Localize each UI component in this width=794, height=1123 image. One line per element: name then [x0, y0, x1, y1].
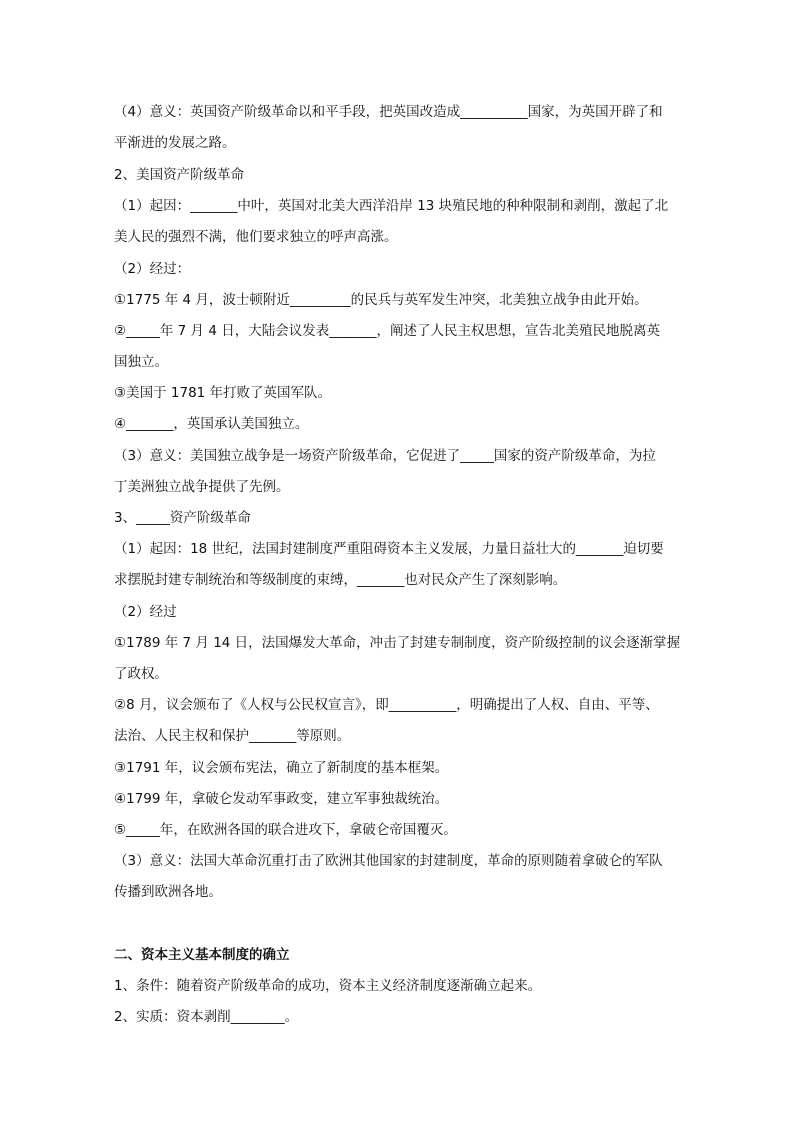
- text-line: ②8 月，议会颁布了《人权与公民权宣言》，即__________，明确提出了人权、自由、平等、: [114, 697, 659, 713]
- text-line: ③1791 年，议会颁布宪法，确立了新制度的基本框架。: [114, 760, 449, 776]
- text-line: （3）意义：美国独立战争是一场资产阶级革命，它促进了_____国家的资产阶级革命，为拉: [114, 448, 656, 464]
- text-line: 1、条件：随着资产阶级革命的成功，资本主义经济制度逐渐确立起来。: [114, 978, 542, 994]
- section-title: 二、资本主义基本制度的确立: [114, 947, 290, 963]
- section-heading: 2、美国资产阶级革命: [114, 167, 245, 183]
- text-line: 国独立。: [114, 354, 168, 370]
- text-line: ②_____年 7 月 4 日，大陆会议发表_______，阐述了人民主权思想，宣告北美殖民地脱离英: [114, 323, 660, 339]
- text-line: 2、实质：资本剥削________。: [114, 1009, 299, 1025]
- text-line: ④_______，英国承认美国独立。: [114, 416, 309, 432]
- text-line: 传播到欧洲各地。: [114, 884, 222, 900]
- text-line: 了政权。: [114, 666, 168, 682]
- text-line: （2）经过：: [114, 261, 191, 277]
- text-line: 丁美洲独立战争提供了先例。: [114, 479, 290, 495]
- text-line: ①1789 年 7 月 14 日，法国爆发大革命，冲击了封建专制制度，资产阶级控制的议会逐渐掌握: [114, 635, 681, 651]
- text-line: （1）起因：18 世纪，法国封建制度严重阻碍资本主义发展，力量日益壮大的_______迫切要: [114, 541, 664, 557]
- text-line: 美人民的强烈不满，他们要求独立的呼声高涨。: [114, 229, 398, 245]
- text-line: ④1799 年，拿破仑发动军事政变，建立军事独裁统治。: [114, 791, 449, 807]
- text-line: ⑤_____年，在欧洲各国的联合进攻下，拿破仑帝国覆灭。: [114, 822, 457, 838]
- text-line: 求摆脱封建专制统治和等级制度的束缚，_______也对民众产生了深刻影响。: [114, 572, 567, 588]
- text-line: （3）意义：法国大革命沉重打击了欧洲其他国家的封建制度，革命的原则随着拿破仑的军队: [114, 853, 663, 869]
- text-line: 平渐进的发展之路。: [114, 135, 236, 151]
- text-line: （1）起因：_______中叶，英国对北美大西洋沿岸 13 块殖民地的种种限制和剥削，激起了北: [114, 198, 669, 214]
- text-line: ①1775 年 4 月，波士顿附近_________的民兵与英军发生冲突，北美独立战争由此开始。: [114, 292, 648, 308]
- section-heading: 3、_____资产阶级革命: [114, 510, 251, 526]
- text-line: ③美国于 1781 年打败了英国军队。: [114, 385, 332, 401]
- text-line: （2）经过: [114, 604, 177, 620]
- text-line: 法治、人民主权和保护_______等原则。: [114, 728, 351, 744]
- text-line: （4）意义：英国资产阶级革命以和平手段，把英国改造成__________国家，为英国开辟了和: [114, 104, 663, 120]
